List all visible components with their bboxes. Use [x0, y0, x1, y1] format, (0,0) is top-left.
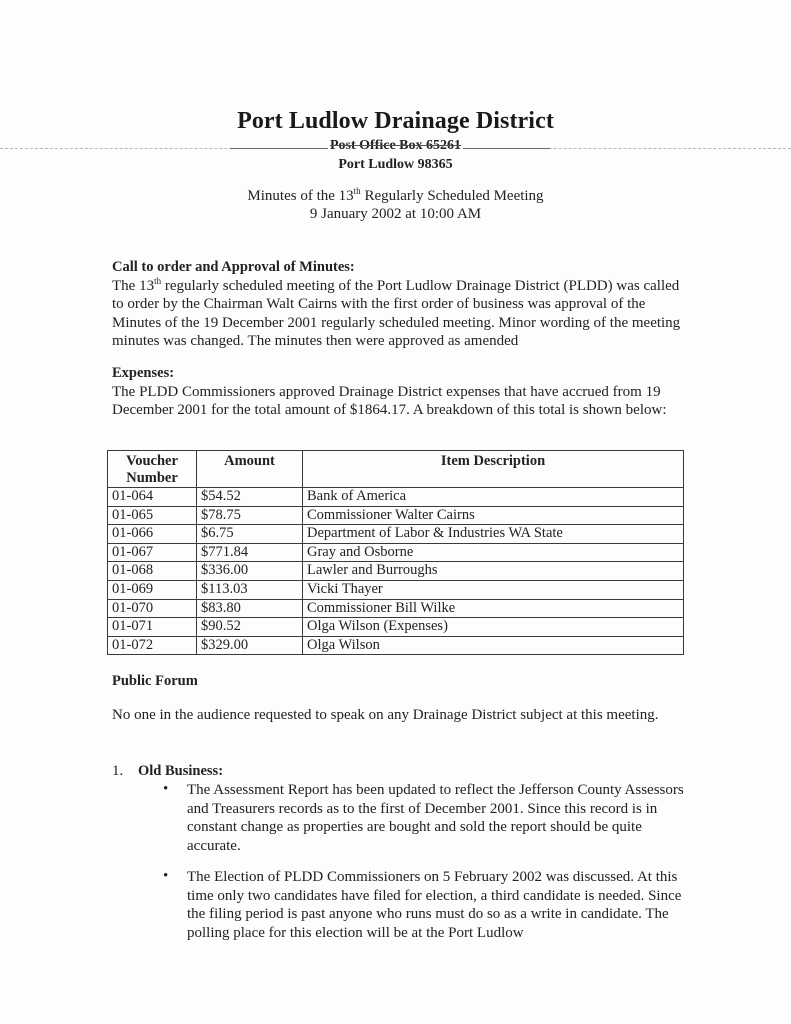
cell-amount: $54.52: [197, 488, 303, 507]
old-business-heading: [112, 763, 223, 780]
cell-amount: $6.75: [197, 525, 303, 544]
public-forum-heading: Public Forum: [112, 673, 198, 689]
cell-amount: $83.80: [197, 599, 303, 618]
old-business-item-assessment: The Assessment Report has been updated to reflect the Jefferson County Assessors and Treasurers records as to the first of December 2001. Since this record is in constant change as properties are bought and sold the report should be quite accurate.: [187, 782, 684, 854]
cell-voucher: 01-069: [108, 580, 197, 599]
cell-description: Lawler and Burroughs: [303, 562, 684, 581]
table-row: [108, 618, 684, 637]
call-to-order-text-sup: th: [154, 275, 162, 286]
cell-voucher: 01-065: [108, 506, 197, 525]
expenses-table: [107, 450, 684, 655]
bullet-icon: •: [163, 781, 169, 797]
cell-amount: $113.03: [197, 580, 303, 599]
cell-amount: $78.75: [197, 506, 303, 525]
old-business-number: 1.: [112, 763, 124, 779]
address-po-box-text: Post Office Box 65261: [329, 138, 462, 153]
cell-voucher: 01-067: [108, 543, 197, 562]
address-po-box: [0, 138, 791, 154]
cell-amount: $771.84: [197, 543, 303, 562]
meeting-subtitle: [0, 188, 791, 205]
expenses-heading: Expenses:: [112, 365, 175, 381]
expenses-text: The PLDD Commissioners approved Drainage District expenses that have accrued from 19 December 2001 for the total amount of $1864.17. A breakdown of this total is shown below:: [112, 383, 667, 418]
header-voucher-number: [108, 451, 197, 488]
old-business-item-election: The Election of PLDD Commissioners on 5 February 2002 was discussed. At this time only two candidates have filed for election, a third candidate is needed. Since the filing period is past anyone who runs must do so as a write in candidate. The polling place for this election will be at the Port Ludlow: [187, 869, 682, 941]
table-row: [108, 562, 684, 581]
cell-description: Commissioner Bill Wilke: [303, 599, 684, 618]
cell-description: Bank of America: [303, 488, 684, 507]
cell-voucher: 01-068: [108, 562, 197, 581]
cell-amount: $329.00: [197, 636, 303, 655]
call-to-order-text-suffix: regularly scheduled meeting of the Port Ludlow Drainage District (PLDD) was called to order by the Chairman Walt Cairns with the first order of business was approval of the Minutes of the 19 December 2001 regularly scheduled meeting. Minor wording of the meeting minutes was changed. The minutes then were approved as amended: [112, 277, 681, 349]
cell-amount: $336.00: [197, 562, 303, 581]
meeting-subtitle-suffix: Regularly Scheduled Meeting: [360, 188, 544, 204]
header-voucher-line2: Number: [126, 470, 178, 486]
cell-description: Vicki Thayer: [303, 580, 684, 599]
cell-description: Department of Labor & Industries WA State: [303, 525, 684, 544]
table-row: [108, 543, 684, 562]
table-row: [108, 580, 684, 599]
meeting-subtitle-prefix: Minutes of the 13: [247, 188, 354, 204]
header-voucher-line1: Voucher: [126, 453, 178, 469]
old-business-label: Old Business:: [138, 763, 224, 779]
call-to-order-heading: Call to order and Approval of Minutes:: [112, 259, 355, 275]
table-row: [108, 636, 684, 655]
address-city-zip: Port Ludlow 98365: [338, 157, 453, 172]
call-to-order-section: [112, 258, 687, 351]
table-row: [108, 525, 684, 544]
cell-amount: $90.52: [197, 618, 303, 637]
call-to-order-text: [112, 277, 687, 351]
cell-description: Olga Wilson: [303, 636, 684, 655]
expenses-section: [112, 364, 687, 420]
document-title: Port Ludlow Drainage District: [237, 108, 554, 134]
cell-description: Commissioner Walter Cairns: [303, 506, 684, 525]
cell-voucher: 01-064: [108, 488, 197, 507]
bullet-icon: •: [163, 868, 169, 884]
public-forum-text: No one in the audience requested to speak on any Drainage District subject at this meeting.: [112, 707, 659, 723]
cell-description: Olga Wilson (Expenses): [303, 618, 684, 637]
table-row: [108, 506, 684, 525]
meeting-subtitle-sup: th: [353, 186, 361, 196]
table-row: [108, 488, 684, 507]
cell-voucher: 01-071: [108, 618, 197, 637]
call-to-order-text-prefix: The 13: [112, 277, 155, 294]
cell-description: Gray and Osborne: [303, 543, 684, 562]
cell-voucher: 01-070: [108, 599, 197, 618]
header-item-description: Item Description: [303, 451, 684, 488]
table-row: [108, 599, 684, 618]
cell-voucher: 01-072: [108, 636, 197, 655]
cell-voucher: 01-066: [108, 525, 197, 544]
table-header-row: [108, 451, 684, 488]
header-amount: Amount: [197, 451, 303, 488]
meeting-datetime: 9 January 2002 at 10:00 AM: [309, 206, 482, 222]
